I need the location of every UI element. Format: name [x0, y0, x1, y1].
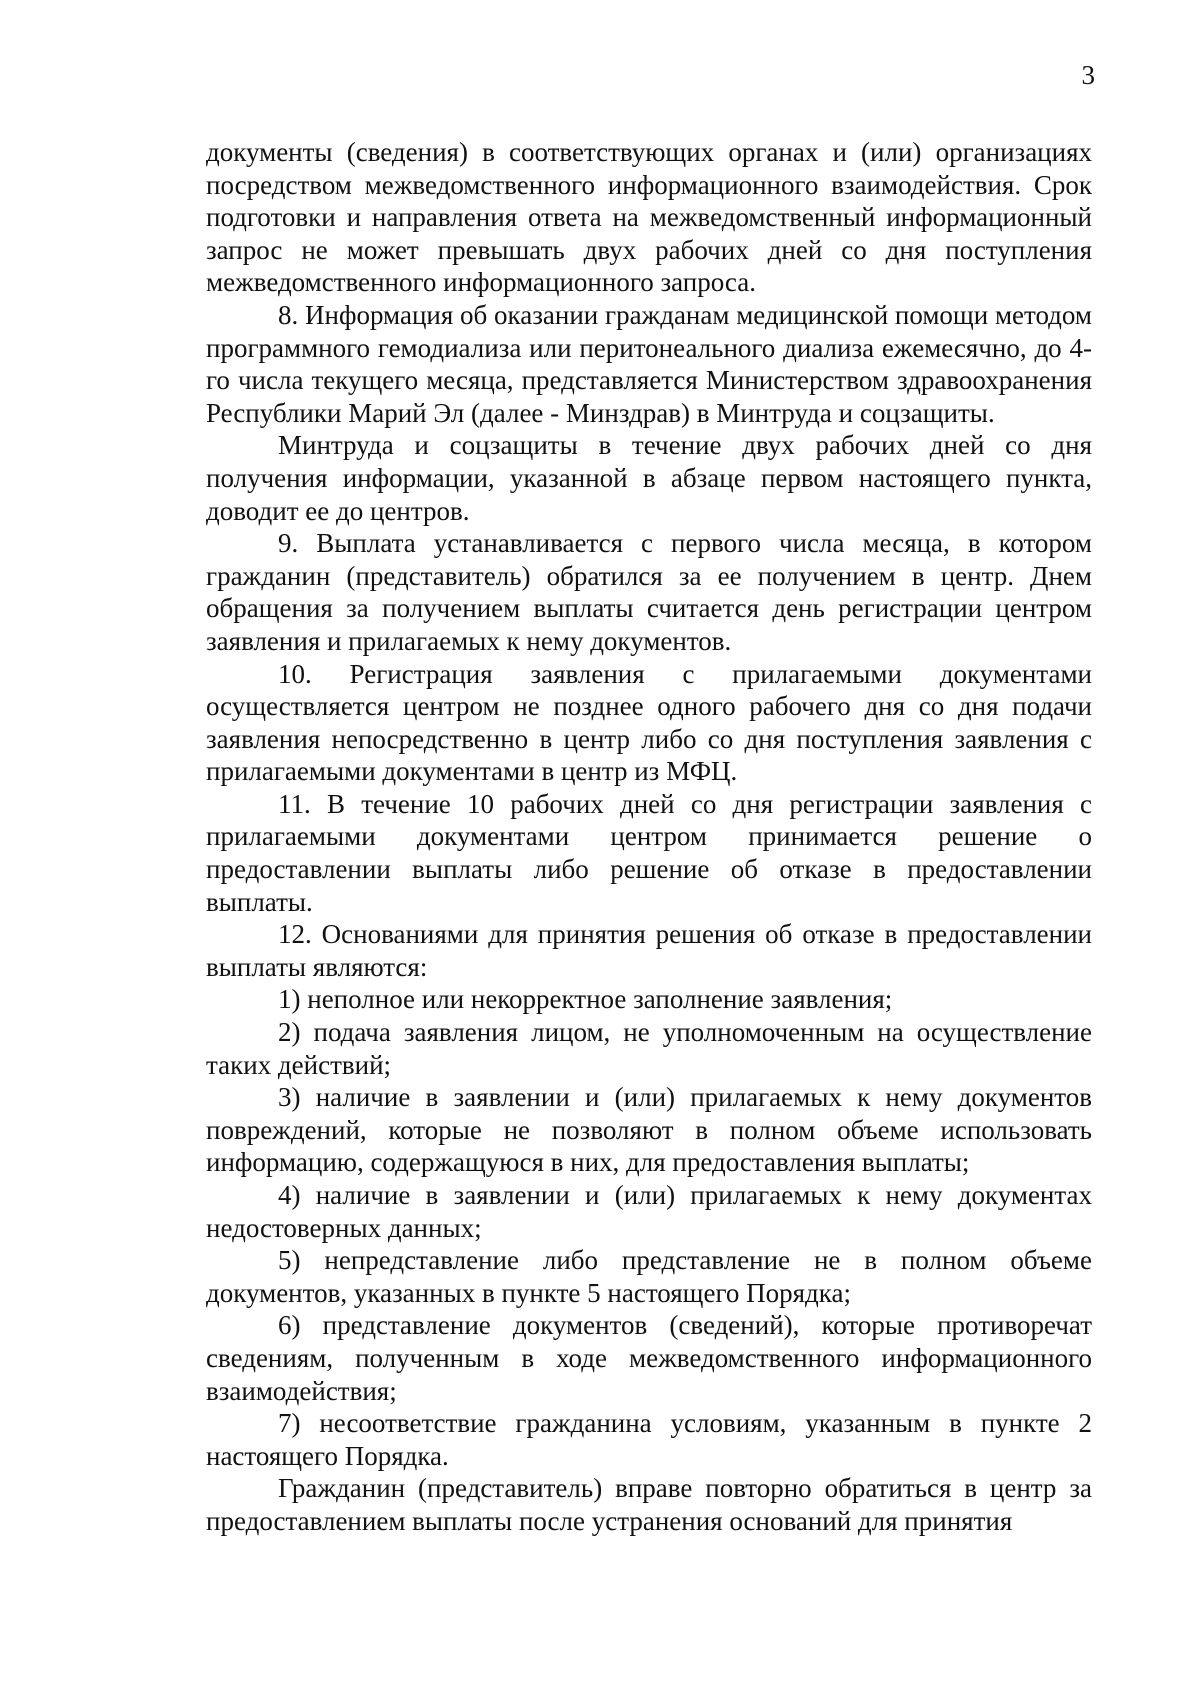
paragraph-item-9: 9. Выплата устанавливается с первого числа месяца, в котором гражданин (представитель) обратился за ее получением в центр. Днем обращения за получением выплаты считается день регистрации центром заявления и прилагаемых к нему документов. — [206, 528, 1092, 656]
list-item-5: 5) непредставление либо представление не в полном объеме документов, указанных в пункте 5 настоящего Порядка; — [206, 1245, 1092, 1308]
list-item-2: 2) подача заявления лицом, не уполномоченным на осуществление таких действий; — [206, 1017, 1092, 1080]
list-item-3: 3) наличие в заявлении и (или) прилагаемых к нему документов повреждений, которые не позволяют в полном объеме использовать информацию, содержащуюся в них, для предоставления выплаты; — [206, 1082, 1092, 1178]
paragraph-item-8: 8. Информация об оказании гражданам медицинской помощи методом программного гемодиализа или перитонеального диализа ежемесячно, до 4-го числа текущего месяца, представляется Министерством здравоохранения Республики Марий Эл (далее - Минздрав) в Минтруда и соцзащиты. — [206, 299, 1092, 428]
list-item-4: 4) наличие в заявлении и (или) прилагаемых к нему документах недостоверных данных; — [206, 1180, 1092, 1243]
paragraph-reapply: Гражданин (представитель) вправе повторно обратиться в центр за предоставлением выплаты после устранения оснований для принятия — [206, 1473, 1092, 1536]
document-body — [206, 136, 1092, 1538]
paragraph-item-12: 12. Основаниями для принятия решения об отказе в предоставлении выплаты являются: — [206, 919, 1092, 982]
list-item-6: 6) представление документов (сведений), которые противоречат сведениям, полученным в ходе межведомственного информационного взаимодействия; — [206, 1310, 1092, 1406]
list-item-7: 7) несоответствие гражданина условиям, указанным в пункте 2 настоящего Порядка. — [206, 1408, 1092, 1471]
paragraph-continuation: документы (сведения) в соответствующих органах и (или) организациях посредством межведомственного информационного взаимодействия. Срок подготовки и направления ответа на межведомственный информационный запрос не может превышать двух рабочих дней со дня поступления межведомственного информационного запроса. — [206, 137, 1092, 298]
paragraph-item-8-note: Минтруда и соцзащиты в течение двух рабочих дней со дня получения информации, указанной в абзаце первом настоящего пункта, доводит ее до центров. — [206, 430, 1092, 526]
list-item-1: 1) неполное или некорректное заполнение заявления; — [278, 984, 893, 1015]
paragraph-item-10: 10. Регистрация заявления с прилагаемыми документами осуществляется центром не позднее одного рабочего дня со дня подачи заявления непосредственно в центр либо со дня поступления заявления с прилагаемыми документами в центр из МФЦ. — [206, 658, 1092, 787]
page-number: 3 — [1081, 60, 1095, 90]
paragraph-item-11: 11. В течение 10 рабочих дней со дня регистрации заявления с прилагаемыми документами центром принимается решение о предоставлении выплаты либо решение об отказе в предоставлении выплаты. — [206, 788, 1092, 917]
